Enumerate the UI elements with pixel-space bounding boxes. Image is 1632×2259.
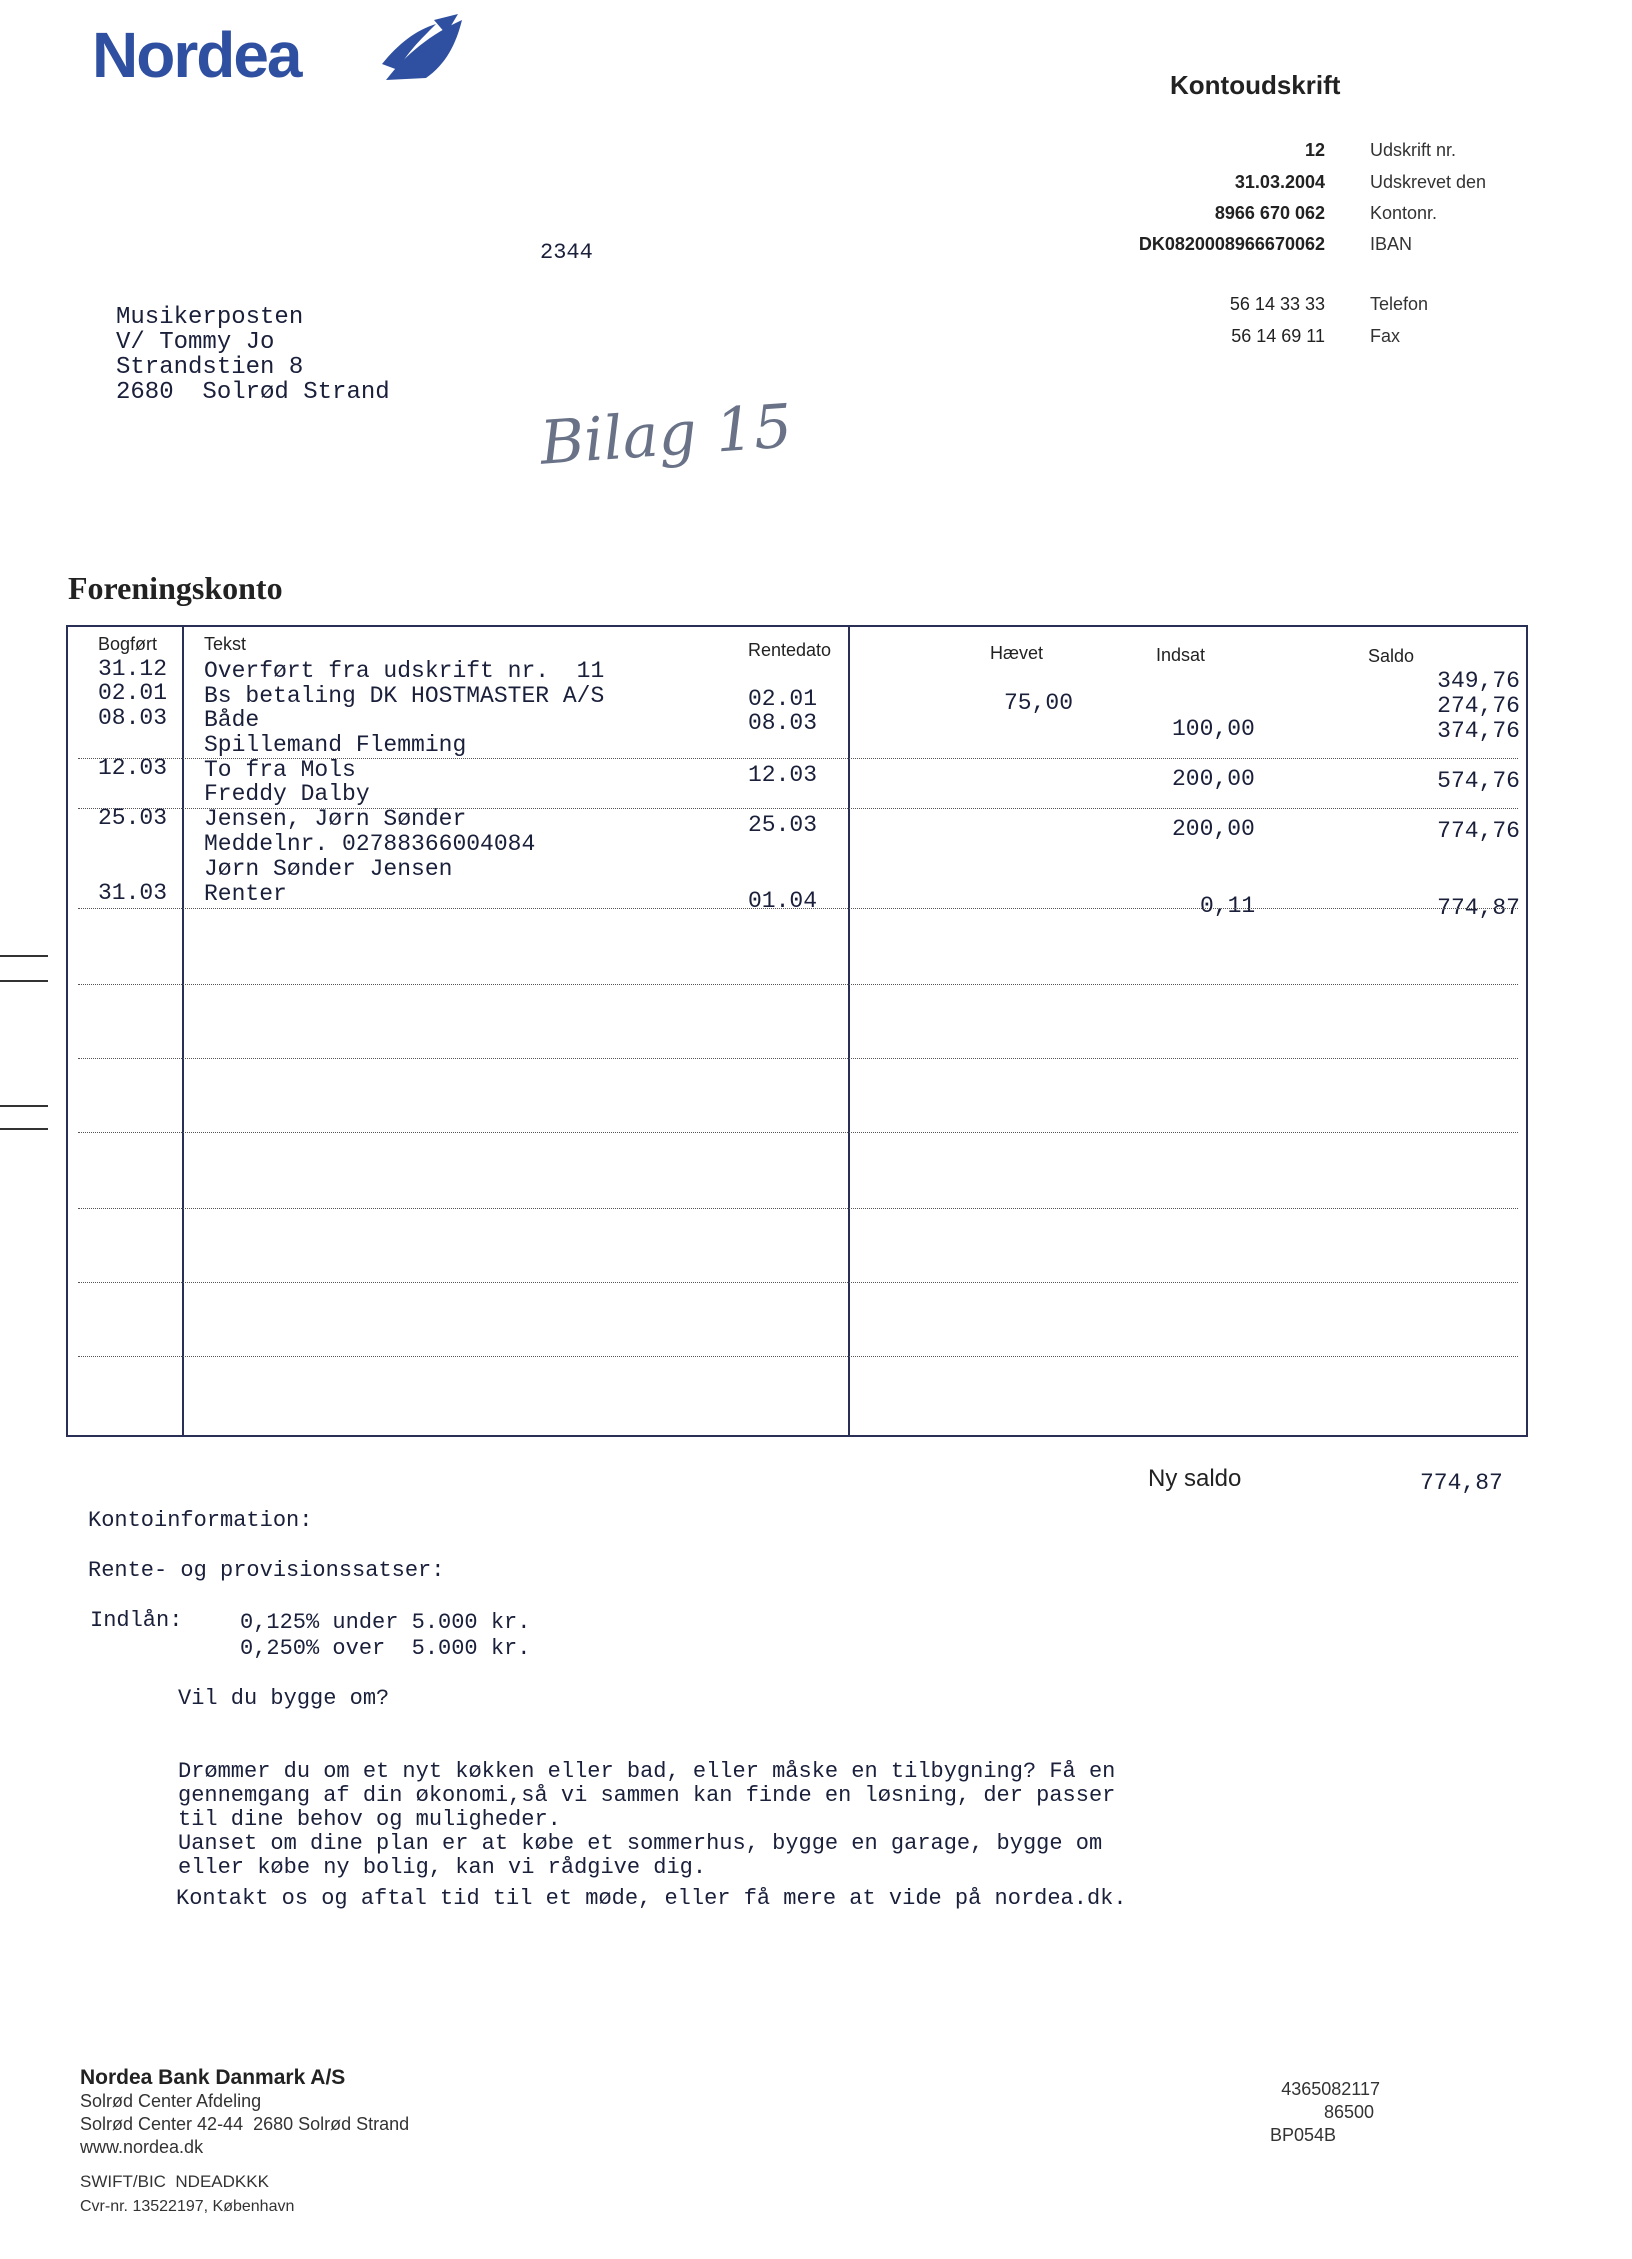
- promo-line: Drømmer du om et nyt køkken eller bad, eller måske en tilbygning? Få en: [178, 1759, 1116, 1784]
- row-tekst: Bs betaling DK HOSTMASTER A/S: [204, 683, 605, 709]
- phone-row: [1080, 294, 1500, 324]
- iban: DK0820008966670062: [1138, 234, 1325, 254]
- promo-line: eller købe ny bolig, kan vi rådgive dig.: [178, 1855, 707, 1880]
- fax-row: [1080, 326, 1500, 356]
- nordea-logo: [92, 14, 472, 104]
- row-tekst: Freddy Dalby: [204, 781, 370, 807]
- header-indsat: Indsat: [1156, 645, 1206, 665]
- address-line: V/ Tommy Jo: [116, 329, 275, 356]
- row-rentedato: 25.03: [748, 812, 818, 838]
- footer-swift: SWIFT/BIC NDEADKKK: [80, 2172, 269, 2191]
- statement-number-row: [1080, 140, 1500, 170]
- promo-text: [178, 1736, 1115, 1904]
- logo-text: Nordea: [92, 19, 301, 91]
- column-divider: [182, 625, 184, 1437]
- account-number: 8966 670 062: [1214, 203, 1325, 223]
- contact-line: Kontakt os og aftal tid til et møde, eller få mere at vide på nordea.dk.: [176, 1886, 1127, 1911]
- new-balance-value: 774,87: [1420, 1470, 1503, 1496]
- row-saldo: 774,87: [1437, 895, 1520, 921]
- issue-date-label: Udskrevet den: [1370, 172, 1487, 192]
- row-separator: [78, 1058, 1518, 1059]
- row-saldo: 349,76: [1437, 668, 1520, 694]
- header-rentedato: Rentedato: [748, 640, 832, 660]
- rate-line: 0,250% over 5.000 kr.: [240, 1636, 531, 1661]
- footer-codes: [1270, 2078, 1380, 2147]
- footer-code: 4365082117: [1281, 2079, 1380, 2099]
- header-bogfort: Bogført: [98, 634, 158, 654]
- row-indsat: 100,00: [1172, 716, 1255, 742]
- row-bogfort: 25.03: [98, 805, 168, 831]
- handwritten-note: Bilag 15: [537, 391, 795, 479]
- row-separator: [78, 1132, 1518, 1133]
- phone-label: Telefon: [1370, 294, 1429, 314]
- row-separator: [78, 1282, 1518, 1283]
- row-bogfort: 08.03: [98, 705, 168, 731]
- row-indsat: 200,00: [1172, 816, 1255, 842]
- margin-mark: [0, 1128, 48, 1130]
- promo-line: gennemgang af din økonomi,så vi sammen kan finde en løsning, der passer: [178, 1783, 1116, 1808]
- row-rentedato: 08.03: [748, 710, 818, 736]
- column-divider: [848, 625, 850, 1437]
- deposit-label: Indlån:: [90, 1608, 183, 1633]
- row-rentedato: 02.01: [748, 686, 818, 712]
- fax: 56 14 69 11: [1231, 326, 1325, 346]
- row-tekst: Spillemand Flemming: [204, 732, 467, 758]
- fax-label: Fax: [1370, 326, 1401, 346]
- row-rentedato: 01.04: [748, 888, 818, 914]
- row-saldo: 574,76: [1437, 768, 1520, 794]
- account-number-label: Kontonr.: [1370, 203, 1438, 223]
- footer-code: 86500: [1323, 2102, 1374, 2122]
- row-tekst: Meddelnr. 02788366004084: [204, 831, 536, 857]
- row-tekst: To fra Mols: [204, 757, 356, 783]
- address-line: Strandstien 8: [116, 354, 304, 381]
- row-separator: [78, 1208, 1518, 1209]
- account-name: Foreningskonto: [68, 570, 283, 606]
- document-title: Kontoudskrift: [1170, 70, 1341, 100]
- row-separator: [78, 1356, 1518, 1357]
- row-tekst: Både: [204, 707, 260, 733]
- statement-number-label: Udskrift nr.: [1370, 140, 1457, 160]
- footer-cvr: Cvr-nr. 13522197, København: [80, 2198, 295, 2215]
- row-tekst: Overført fra udskrift nr. 11: [204, 658, 605, 684]
- rates-heading: Rente- og provisionssatser:: [88, 1558, 445, 1583]
- statement-number: 12: [1304, 140, 1325, 160]
- row-saldo: 774,76: [1437, 818, 1520, 844]
- header-tekst: Tekst: [204, 634, 247, 654]
- recipient-address: [116, 305, 390, 405]
- footer-line: Solrød Center Afdeling: [80, 2091, 262, 2111]
- row-bogfort: 31.03: [98, 880, 168, 906]
- issue-date-row: [1080, 172, 1500, 202]
- row-tekst: Jørn Sønder Jensen: [204, 856, 453, 882]
- info-heading: Kontoinformation:: [88, 1508, 313, 1533]
- footer-code: BP054B: [1270, 2125, 1337, 2145]
- footer-company: Nordea Bank Danmark A/S: [80, 2066, 346, 2089]
- address-line: Musikerposten: [116, 304, 304, 331]
- issue-date: 31.03.2004: [1234, 172, 1325, 192]
- iban-label: IBAN: [1370, 234, 1413, 254]
- sail-icon: [376, 14, 466, 84]
- row-saldo: 274,76: [1437, 693, 1520, 719]
- row-saldo: 374,76: [1437, 718, 1520, 744]
- row-indsat: 200,00: [1172, 766, 1255, 792]
- margin-mark: [0, 955, 48, 957]
- footer-address: [80, 2090, 409, 2159]
- address-line: 2680 Solrød Strand: [116, 379, 390, 406]
- reference-number: 2344: [540, 240, 593, 265]
- promo-line: Uanset om dine plan er at købe et sommerhus, bygge en garage, bygge om: [178, 1831, 1103, 1856]
- row-tekst: Jensen, Jørn Sønder: [204, 806, 467, 832]
- phone: 56 14 33 33: [1229, 294, 1325, 314]
- promo-line: til dine behov og muligheder.: [178, 1807, 561, 1832]
- iban-row: [1080, 234, 1500, 264]
- row-tekst: Renter: [204, 881, 287, 907]
- row-bogfort: 12.03: [98, 755, 168, 781]
- account-number-row: [1080, 203, 1500, 233]
- row-rentedato: 12.03: [748, 762, 818, 788]
- row-separator: [78, 908, 1518, 909]
- row-bogfort: 31.12: [98, 656, 168, 682]
- row-bogfort: 02.01: [98, 680, 168, 706]
- rate-line: 0,125% under 5.000 kr.: [240, 1610, 531, 1635]
- row-separator: [78, 984, 1518, 985]
- new-balance-label: Ny saldo: [1148, 1465, 1242, 1492]
- margin-mark: [0, 980, 48, 982]
- row-indsat: 0,11: [1200, 893, 1256, 919]
- header-saldo: Saldo: [1368, 646, 1415, 666]
- footer-line: www.nordea.dk: [80, 2137, 204, 2157]
- promo-heading: Vil du bygge om?: [178, 1686, 390, 1711]
- margin-mark: [0, 1105, 48, 1107]
- row-haevet: 75,00: [1004, 690, 1074, 716]
- header-haevet: Hævet: [990, 643, 1044, 663]
- footer-line: Solrød Center 42-44 2680 Solrød Strand: [80, 2114, 410, 2134]
